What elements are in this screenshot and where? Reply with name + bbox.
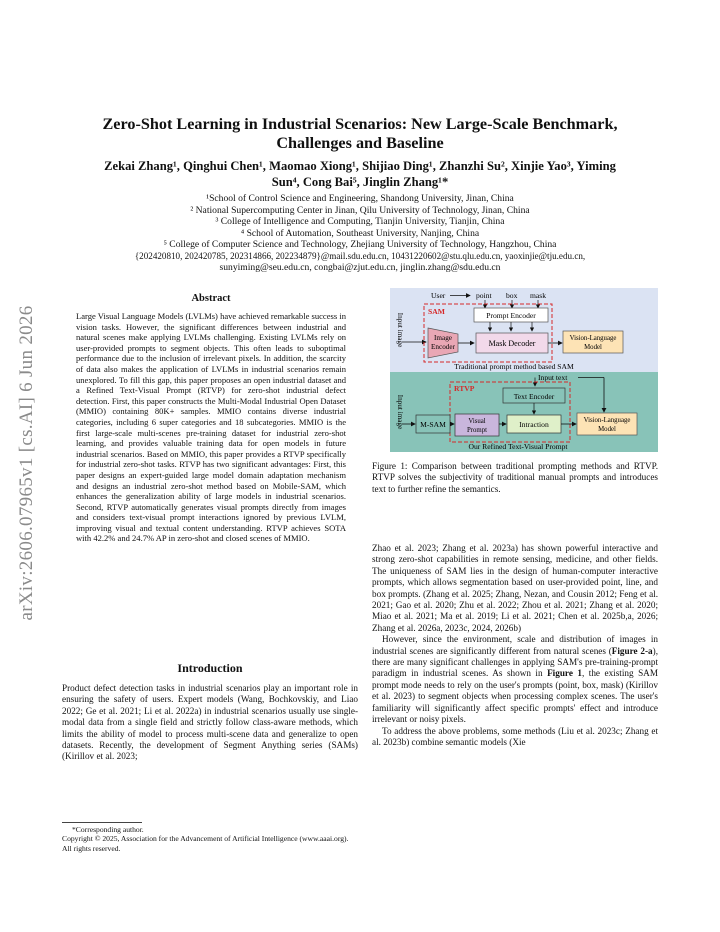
title-line-1: Zero-Shot Learning in Industrial Scenarios: New Large-Scale Benchmark, [102,115,618,133]
introduction-heading: Introduction [177,661,243,675]
affiliation-2: ² National Supercomputing Center in Jinan, Qilu University of Technology, Jinan, China [190,204,530,216]
affiliations [55,193,665,274]
top-panel-caption: Traditional prompt method based SAM [454,362,574,371]
intro-paragraph-1: Product defect detection tasks in industrial scenarios play an important role in ensuring the safety of users. Expert models (Wang, Bochkovskiy, and Liao 2022; Ge et al. 2021; Li et al. 2022a) in industrial scenarios usually use single-modal data from a single field and strictly follow class-aware methods, which limits the ability of model to process multi-scene data and generalize to open datasets. Recently, the development of Segment Anything series (SAMs) (Kirillov et al. 2023; [62,683,358,762]
bottom-vlm-label-1: Vision-Language [583,417,631,424]
para2-text-b: ), there are many significant challenges in applying SAM's pre-training-prompt paradigm in industrial scenes. As shown in [372,645,658,679]
authors-line-2: Sun⁴, Cong Bai⁵, Jinglin Zhang¹* [271,175,449,189]
msam-label: M-SAM [420,420,446,429]
input-text-label: Input text [538,373,568,382]
right-paragraph-3: To address the above problems, some methods (Liu et al. 2023c; Zhang et al. 2023b) combine semantic models (Xie [372,725,658,747]
visual-prompt-label-2: Prompt [466,427,488,434]
emails-line-1: {202420810, 202420785, 202314866, 202234879}@mail.sdu.edu.cn, 10431220602@stu.qlu.edu.cn, yaoxinjie@tju.edu.cn, [134,250,586,261]
text-encoder-label: Text Encoder [513,392,555,401]
right-column-text [372,543,658,748]
paper-title [60,115,660,153]
title-line-2: Challenges and Baseline [276,134,444,152]
top-vlm-label-2: Model [584,344,602,351]
mask-decoder-label: Mask Decoder [488,339,536,348]
corresponding-author-note: *Corresponding author. [72,825,144,834]
author-list [60,158,660,190]
affiliation-5: ⁵ College of Computer Science and Technology, Zhejiang University of Technology, Hangzhou, China [163,239,557,250]
right-paragraph-2 [372,634,658,725]
image-encoder-label-2: Encoder [431,343,455,351]
figure-1-reference[interactable]: Figure 1 [547,668,582,679]
rtvp-panel-background [390,372,658,452]
footnote [62,825,358,853]
rtvp-tag: RTVP [454,384,475,393]
point-label: point [476,291,492,300]
bottom-input-image-label: Input image [396,394,404,430]
arxiv-identifier: arXiv:2606.07965v1 [cs.AI] 6 Jun 2026 [16,305,37,621]
top-vlm-label-1: Vision-Language [569,335,617,342]
introduction-text [62,683,358,763]
visual-prompt-label-1: Visual [468,418,486,425]
authors-line-1: Zekai Zhang¹, Qinghui Chen¹, Maomao Xiong¹, Shijiao Ding¹, Zhanzhi Su², Xinjie Yao³, Yiming [104,159,616,173]
right-paragraph-1: Zhao et al. 2023; Zhang et al. 2023a) has shown powerful interactive and strong zero-shot capabilities in remote sensing, medicine, and other fields. The uniqueness of SAM lies in the design of human-computer interactive prompts, which allows segmentation based on user-provided point, line, and box prompts. (Zhang et al. 2025; Zhang, Nezan, and Cousin 2012; Feng et al. 2021; Gao et al. 2020; Zhu et al. 2022; Zhou et al. 2021; Zhang et al. 2020; Miao et al. 2021; Ma et al. 2019; Li et al. 2021; Chen et al. 2025b,a, 2026; Zhang et al. 2026a, 2023c, 2024, 2026b) [372,543,658,633]
affiliation-1: ¹School of Control Science and Engineering, Shandong University, Jinan, China [206,193,514,204]
affiliation-4: ⁴ School of Automation, Southeast University, Nanjing, China [240,227,480,239]
copyright-note: Copyright © 2025, Association for the Advancement of Artificial Intelligence (www.aaai.org). All rights reserved. [62,834,349,853]
para2-text-c: , the existing SAM prompt mode needs to rely on the user's prompts (point, box, mask) (Kirillov et al. 2023) to segment objects when processing complex scenes. The user's familiarity will significantly affect specific prompts' effect and introduce irrelevant or noisy pixels. [372,668,658,725]
abstract-heading: Abstract [191,293,231,304]
mask-label: mask [530,291,547,300]
figure-1-caption: Figure 1: Comparison between traditional prompting methods and RTVP. RTVP solves the subjectivity of traditional manual prompts and introduces text to further refine the semantics. [372,461,658,494]
intraction-label: Intraction [519,420,549,429]
para2-text-a: However, since the environment, scale and distribution of images in industrial scenes are significantly different from natural scenes ( [372,634,658,656]
top-input-image-label: Input image [396,312,404,348]
figure-2a-reference[interactable]: Figure 2-a [611,645,653,656]
affiliation-3: ³ College of Intelligence and Computing, Tianjin University, Tianjin, China [215,216,505,227]
footnote-rule [62,822,142,823]
figure-1-diagram [390,288,658,452]
abstract-text: Large Visual Language Models (LVLMs) have achieved remarkable success in vision tasks. However, the significant differences between industrial and natural scenes make applying LVLMs challenging. Existing LVLMs rely on user-provided prompts to segment objects. This often leads to suboptimal performance due to the inclusion of irrelevant pixels. In addition, the scarcity of data also makes the application of LVLMs in industrial scenarios remain unexplored. To fill this gap, this paper proposes an open industrial dataset and a Refined Text-Visual Prompt (RTVP) for zero-shot industrial defect detection. First, this paper constructs the Multi-Modal Industrial Open Dataset (MMIO) containing 80K+ samples. MMIO contains diverse industrial categories, including 6 super categories and 18 subcategories. MMIO is the first large-scale multi-scenes pre-training dataset for industrial zero-shot learning, and provides valuable training data for open models in future industrial scenarios. Based on MMIO, this paper provides a RTVP specifically for industrial zero-shot tasks. RTVP has two significant advantages: First, this paper designs an expert-guided large model domain adaptation mechanism and designs an industrial zero-shot method based on Mobile-SAM, which enhances the generalization ability of large models in industrial scenarios. Second, RTVP automatically generates visual prompts directly from images and considers text-visual prompt interactions ignored by previous LVLM, improving visual and textual content understanding. RTVP achieves SOTA with 42.2% and 24.7% AP in zero-shot and closed scenes of MMIO. [76,311,346,544]
bottom-vlm-label-2: Model [598,426,616,433]
prompt-encoder-label: Prompt Encoder [486,311,536,320]
bottom-panel-caption: Our Refined Text-Visual Prompt [468,442,568,451]
emails-line-2: sunyiming@seu.edu.cn, congbai@zjut.edu.cn, jinglin.zhang@sdu.edu.cn [219,262,501,273]
box-label: box [506,291,518,300]
sam-tag: SAM [428,307,445,316]
user-label: User [431,291,446,300]
image-encoder-label-1: Image [434,334,452,342]
